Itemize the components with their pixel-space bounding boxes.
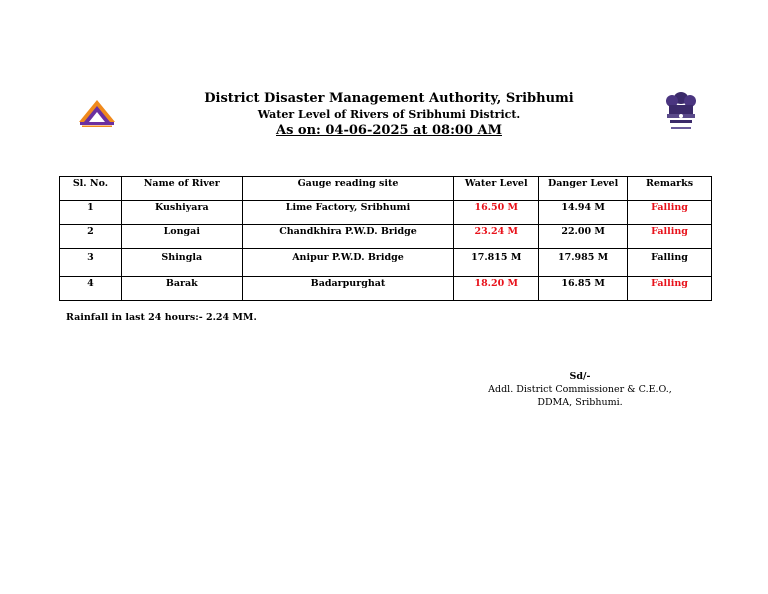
rainfall-note: Rainfall in last 24 hours:- 2.24 MM. <box>66 312 257 323</box>
signatory-office: DDMA, Sribhumi. <box>537 397 623 408</box>
table-row <box>60 201 712 225</box>
cell-river: Kushiyara <box>121 201 242 225</box>
col-header-river: Name of River <box>121 177 242 201</box>
col-header-sl-no: Sl. No. <box>60 177 122 201</box>
cell-water-level: 17.815 M <box>454 249 539 277</box>
col-header-site: Gauge reading site <box>242 177 454 201</box>
signature-sd: Sd/- <box>569 371 591 382</box>
cell-sl-no: 3 <box>60 249 122 277</box>
col-header-water-level: Water Level <box>454 177 539 201</box>
signatory-designation: Addl. District Commissioner & C.E.O., <box>488 384 672 395</box>
cell-site: Badarpurghat <box>242 277 454 301</box>
col-header-remarks: Remarks <box>628 177 712 201</box>
table-row <box>60 249 712 277</box>
page-title: District Disaster Management Authority, Sribhumi <box>204 91 574 106</box>
cell-remarks: Falling <box>628 249 712 277</box>
cell-remarks: Falling <box>628 225 712 249</box>
cell-remarks: Falling <box>628 201 712 225</box>
col-header-danger-level: Danger Level <box>539 177 628 201</box>
cell-water-level: 16.50 M <box>454 201 539 225</box>
as-on-date: As on: 04-06-2025 at 08:00 AM <box>276 123 502 138</box>
table-header-row <box>60 177 712 201</box>
table-row <box>60 225 712 249</box>
river-level-table <box>59 176 712 301</box>
table-row <box>60 277 712 301</box>
cell-water-level: 18.20 M <box>454 277 539 301</box>
cell-sl-no: 4 <box>60 277 122 301</box>
cell-danger-level: 22.00 M <box>539 225 628 249</box>
cell-site: Chandkhira P.W.D. Bridge <box>242 225 454 249</box>
cell-water-level: 23.24 M <box>454 225 539 249</box>
cell-danger-level: 16.85 M <box>539 277 628 301</box>
cell-river: Barak <box>121 277 242 301</box>
cell-remarks: Falling <box>628 277 712 301</box>
cell-sl-no: 2 <box>60 225 122 249</box>
cell-danger-level: 14.94 M <box>539 201 628 225</box>
page-subtitle: Water Level of Rivers of Sribhumi District. <box>257 108 521 121</box>
cell-sl-no: 1 <box>60 201 122 225</box>
cell-river: Longai <box>121 225 242 249</box>
cell-river: Shingla <box>121 249 242 277</box>
cell-site: Lime Factory, Sribhumi <box>242 201 454 225</box>
cell-danger-level: 17.985 M <box>539 249 628 277</box>
cell-site: Anipur P.W.D. Bridge <box>242 249 454 277</box>
